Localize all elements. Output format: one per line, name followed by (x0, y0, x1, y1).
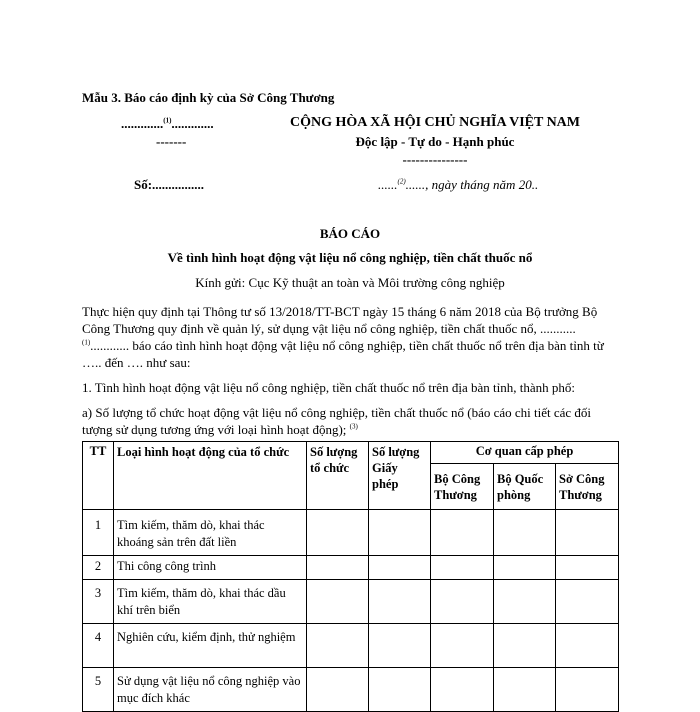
agency-dots: ............. (121, 116, 164, 131)
cell-bqp (494, 510, 556, 556)
row-type: Sử dụng vật liệu nổ công nghiệp vào mục đích khác (114, 668, 307, 712)
agency-name-placeholder (121, 116, 214, 132)
agency-underline: ------- (156, 134, 187, 149)
report-title: BÁO CÁO (319, 226, 381, 241)
place-dots: ...... (378, 177, 398, 192)
intro-part2: ............ báo cáo tình hình hoạt động vật liệu nổ công nghiệp, tiền chất thuốc nổ trên địa bàn tỉnh từ ….. đến …. như sau: (82, 338, 604, 370)
row-tt: 2 (83, 556, 114, 580)
cell-org-count (307, 668, 369, 712)
document-number: Số:................ (134, 177, 205, 192)
cell-bct (431, 668, 494, 712)
section-1-heading: 1. Tình hình hoạt động vật liệu nổ công nghiệp, tiền chất thuốc nổ trên địa bàn tỉnh, thành phố: (82, 380, 575, 395)
cell-permit-count (369, 556, 431, 580)
row-type: Nghiên cứu, kiểm định, thử nghiệm (114, 624, 307, 668)
footnote-1b: (1) (82, 338, 91, 347)
cell-bqp (494, 556, 556, 580)
cell-org-count (307, 580, 369, 624)
section-a-text: a) Số lượng tổ chức hoạt động vật liệu nổ công nghiệp, tiền chất thuốc nổ (báo cáo chi tiết các đối tượng sử dụng tương ứng với loại hình hoạt động); (82, 405, 592, 437)
cell-permit-count (369, 510, 431, 556)
table-row (83, 668, 619, 712)
header-type: Loại hình hoạt động của tổ chức (114, 442, 307, 510)
motto: Độc lập - Tự do - Hạnh phúc (355, 134, 515, 149)
table-row (83, 510, 619, 556)
cell-sct (556, 668, 619, 712)
row-tt: 5 (83, 668, 114, 712)
footnote-2: (2) (397, 177, 406, 186)
header-bct: Bộ Công Thương (431, 464, 494, 510)
row-type: Thi công công trình (114, 556, 307, 580)
cell-bqp (494, 624, 556, 668)
cell-org-count (307, 624, 369, 668)
cell-sct (556, 510, 619, 556)
table-row (83, 624, 619, 668)
header-tt: TT (83, 442, 114, 510)
cell-bct (431, 510, 494, 556)
date-text: ......, ngày tháng năm 20.. (405, 177, 539, 192)
date-line (378, 177, 538, 193)
cell-org-count (307, 510, 369, 556)
header-bqp: Bộ Quốc phòng (494, 464, 556, 510)
row-tt: 1 (83, 510, 114, 556)
form-label: Mẫu 3. Báo cáo định kỳ của Sở Công Thương (82, 90, 335, 105)
row-type: Tìm kiếm, thăm dò, khai thác khoáng sản trên đất liền (114, 510, 307, 556)
header-sct: Sở Công Thương (556, 464, 619, 510)
cell-bct (431, 556, 494, 580)
intro-paragraph (82, 303, 618, 371)
cell-org-count (307, 556, 369, 580)
intro-part1: Thực hiện quy định tại Thông tư số 13/2018/TT-BCT ngày 15 tháng 6 năm 2018 của Bộ trưởng Bộ Công Thương quy định về quản lý, sử dụng vật liệu nổ công nghiệp, tiền chất thuốc nổ, ........... (82, 304, 598, 336)
cell-bct (431, 624, 494, 668)
cell-bqp (494, 668, 556, 712)
table-row (83, 580, 619, 624)
cell-bqp (494, 580, 556, 624)
country-heading: CỘNG HÒA XÃ HỘI CHỦ NGHĨA VIỆT NAM (289, 115, 580, 130)
cell-permit-count (369, 624, 431, 668)
cell-sct (556, 580, 619, 624)
cell-sct (556, 556, 619, 580)
header-authority: Cơ quan cấp phép (431, 442, 619, 464)
cell-sct (556, 624, 619, 668)
cell-permit-count (369, 668, 431, 712)
motto-underline: --------------- (402, 152, 468, 167)
report-subtitle: Về tình hình hoạt động vật liệu nổ công nghiệp, tiền chất thuốc nổ (167, 250, 533, 265)
row-tt: 3 (83, 580, 114, 624)
footnote-3: (3) (349, 422, 358, 431)
cell-bct (431, 580, 494, 624)
row-type: Tìm kiếm, thăm dò, khai thác dầu khí trên biển (114, 580, 307, 624)
header-permit-count: Số lượng Giấy phép (369, 442, 431, 510)
cell-permit-count (369, 580, 431, 624)
section-a-paragraph (82, 404, 618, 438)
table-row (83, 556, 619, 580)
organization-table (82, 441, 619, 712)
agency-dots-after: ............. (171, 116, 214, 131)
footnote-1: (1) (163, 116, 172, 125)
recipient: Kính gửi: Cục Kỹ thuật an toàn và Môi trường công nghiệp (195, 275, 505, 290)
header-org-count: Số lượng tổ chức (307, 442, 369, 510)
row-tt: 4 (83, 624, 114, 668)
